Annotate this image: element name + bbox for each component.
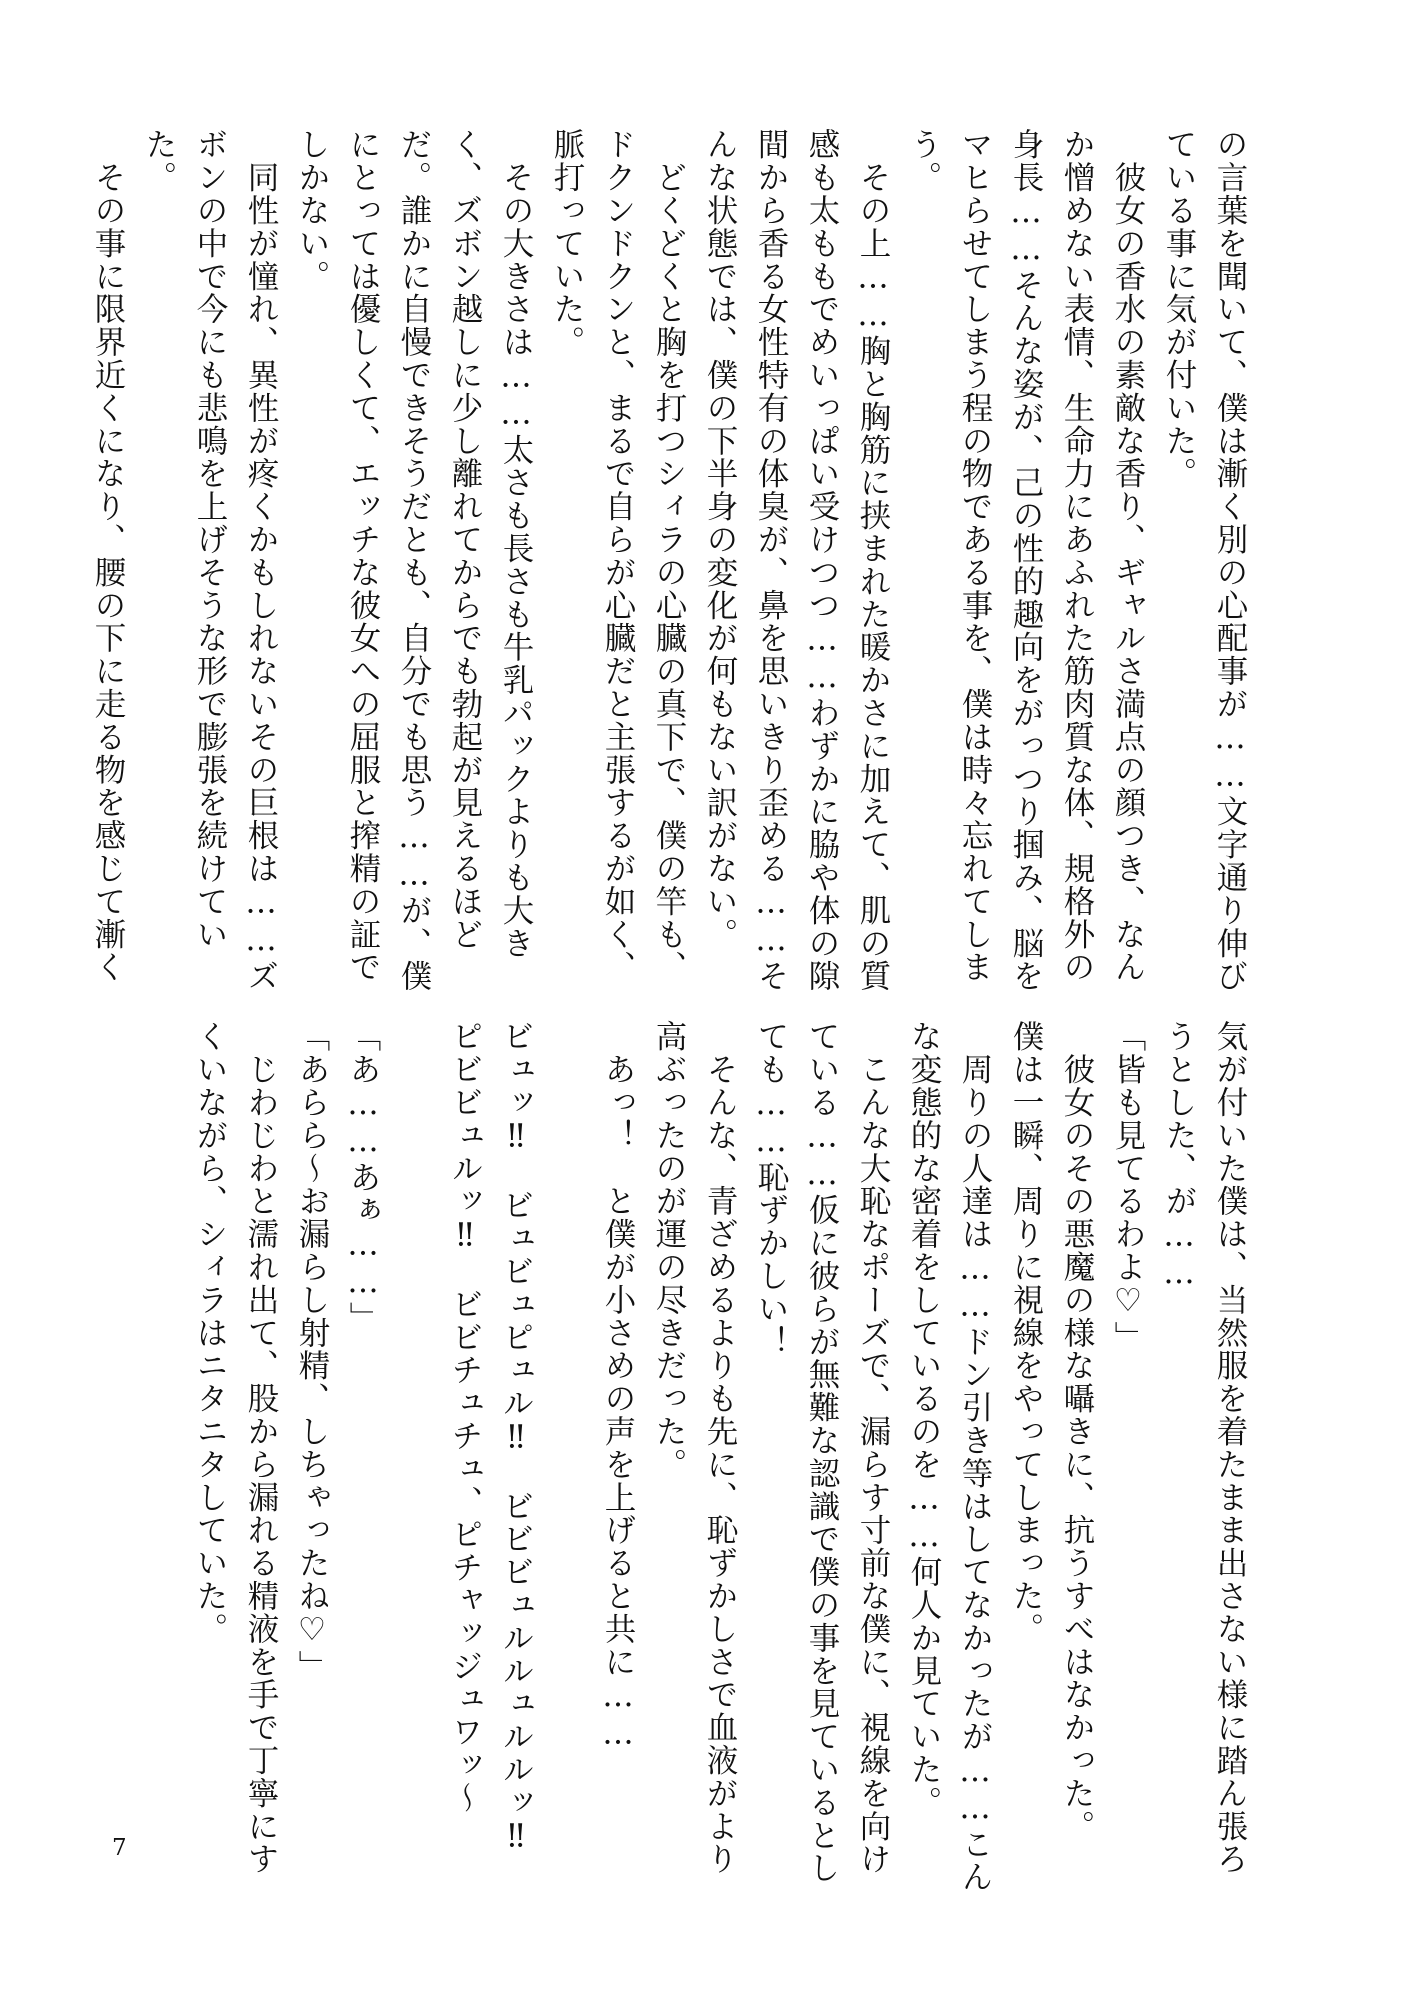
text-line: 「あ……あぁ……」 [345,1020,381,1335]
text-line: その大きさは……太さも長さも牛乳パックよりも大き [498,128,534,960]
text-line: 「皆も見てるわよ♡」 [1110,1020,1146,1354]
text-line: た。 [141,128,177,194]
text-line: その事に限界近くになり、腰の下に走る物を感じて漸く [90,128,126,984]
text-line: その上……胸と胸筋に挟まれた暖かさに加えて、肌の質 [855,128,891,993]
text-line: か憎めない表情、生命力にあふれた筋肉質な体、規格外の [1059,128,1095,984]
text-line: う。 [906,128,942,194]
text-line: ている……仮に彼らが無難な認識で僕の事を見ているとし [804,1020,840,1885]
text-line: 彼女のその悪魔の様な囁きに、抗うすべはなかった。 [1059,1020,1095,1843]
text-line: じわじわと濡れ出て、股から漏れる精液を手で丁寧にす [243,1020,279,1876]
text-line: そんな、青ざめるよりも先に、恥ずかしさで血液がより [702,1020,738,1876]
page-number: 7 [112,1835,127,1861]
text-block-upper [90,128,1255,993]
text-line: 高ぶったのが運の尽きだった。 [651,1020,687,1481]
text-line: く、ズボン越しに少し離れてからでも勃起が見えるほど [447,128,483,951]
text-line: こんな大恥なポーズで、漏らす寸前な僕に、視線を向け [855,1020,891,1876]
text-line: しかない。 [294,128,330,293]
text-line: マヒらせてしまう程の物である事を、僕は時々忘れてしま [957,128,993,984]
text-line: うとした、が…… [1161,1020,1197,1293]
text-line: 周りの人達は……ドン引き等はしてなかったが……こん [957,1020,993,1894]
text-line: にとっては優しくて、エッチな彼女への屈服と搾精の証で [345,128,381,984]
text-line: 「あらら〜お漏らし射精、しちゃったね♡」 [294,1020,330,1683]
text-line: ても……恥ずかしい！ [753,1020,789,1358]
text-line: だ。誰かに自慢できそうだとも、自分でも思う……が、僕 [396,128,432,993]
text-line: 感も太ももでめいっぱい受けつつ……わずかに脇や体の隙 [804,128,840,993]
text-line: どくどくと胸を打つシィラの心臓の真下で、僕の竿も、 [651,128,687,984]
text-block-lower [145,1020,1255,1894]
text-line: の言葉を聞いて、僕は漸く別の心配事が……文字通り伸び [1212,128,1248,993]
text-line: んな状態では、僕の下半身の変化が何もない訳がない。 [702,128,738,951]
text-line: ている事に気が付いた。 [1161,128,1197,490]
blank-line [541,1020,592,1820]
text-line: 身長……そんな姿が、己の性的趣向をがっつり掴み、脳を [1008,128,1044,993]
text-line: ビュッ‼ ビュビュピュル‼ ビビビュルルュルルッ‼ [498,1020,534,1856]
text-line: 脈打っていた。 [549,128,585,359]
text-line: ピビビュルッ‼ ビビチュチュ、ピチャッジュワッ〜 [447,1020,483,1815]
text-line: 彼女の香水の素敵な香り、ギャルさ満点の顔つき、なん [1110,128,1146,984]
blank-line [388,1020,439,1820]
text-line: ドクンドクンと、まるで自らが心臓だと主張するが如く、 [600,128,636,984]
text-line: ボンの中で今にも悲鳴を上げそうな形で膨張を続けてい [192,128,228,951]
text-line: くいながら、シィラはニタニタしていた。 [192,1020,228,1646]
text-line: あっ！ と僕が小さめの声を上げると共に…… [600,1020,636,1753]
text-line: 気が付いた僕は、当然服を着たまま出さない様に踏ん張ろ [1212,1020,1248,1876]
text-line: 僕は一瞬、周りに視線をやってしまった。 [1008,1020,1044,1646]
text-line: な変態的な密着をしているのを……何人か見ていた。 [906,1020,942,1819]
text-line: 間から香る女性特有の体臭が、鼻を思いきり歪める……そ [753,128,789,993]
text-line: 同性が憧れ、異性が疼くかもしれないその巨根は……ズ [243,128,279,993]
